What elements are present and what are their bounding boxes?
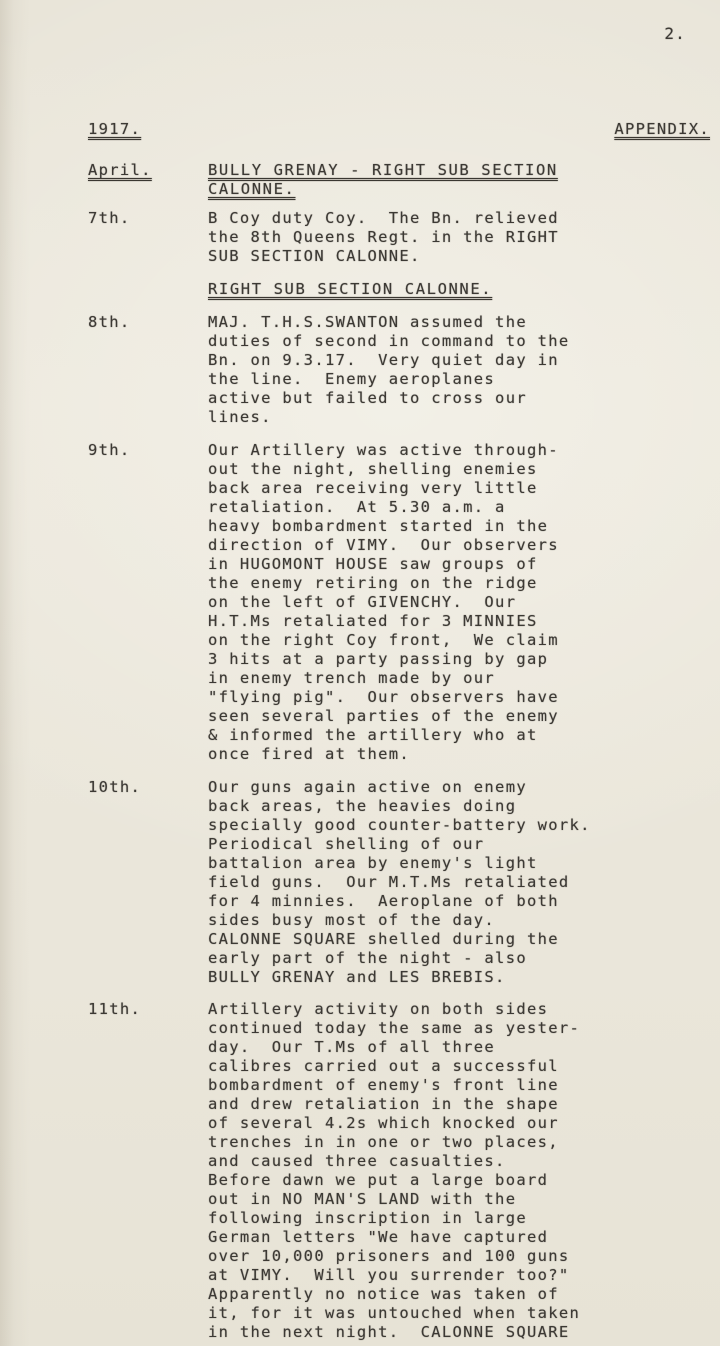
entry-date-10th: 10th. (88, 778, 142, 796)
page-number: 2. (664, 24, 686, 43)
entry-row-8th (88, 313, 710, 427)
entry-text-11th: Artillery activity on both sides continued today the same as yester- day. Our T.Ms of all three calibres carried out a successful bombardment of enemy's front line and drew retaliation in the shape of several 4.2s which knocked our trenches in in one or two places, and caused three casualties. Before dawn we put a large board out in NO MAN'S LAND with the following inscription in large German letters "We have captured over 10,000 prisoners and 100 guns at VIMY. Will you surrender too?" Apparently no notice was taken of it, for it was untouched when taken in the next night. CALONNE SQUARE (208, 1000, 581, 1341)
entry-date-11th: 11th. (88, 1000, 142, 1018)
entry-date-7th: 7th. (88, 209, 131, 227)
appendix-label: APPENDIX. (614, 120, 710, 138)
entry-text-7th: B Coy duty Coy. The Bn. relieved the 8th Queens Regt. in the RIGHT SUB SECTION CALONNE. (208, 209, 559, 265)
entry-row-7th (88, 209, 710, 266)
entry-text-9th: Our Artillery was active through- out the night, shelling enemies back area receiving very little retaliation. At 5.30 a.m. a heavy bombardment started in the direction of VIMY. Our observers in HUGOMONT HOUSE saw groups of the enemy retiring on the ridge on the left of GIVENCHY. Our H.T.Ms retaliated for 3 MINNIES on the right Coy front, We claim 3 hits at a party passing by gap in enemy trench made by our "flying pig". Our observers have seen several parties of the enemy & informed the artillery who at once fired at them. (208, 441, 559, 763)
section-heading-main: BULLY GRENAY - RIGHT SUB SECTION CALONNE. (208, 161, 558, 198)
subheading-row (88, 280, 710, 299)
entry-text-8th: MAJ. T.H.S.SWANTON assumed the duties of second in command to the Bn. on 9.3.17. Very quiet day in the line. Enemy aeroplanes active but failed to cross our lines. (208, 313, 570, 426)
entry-date-9th: 9th. (88, 441, 131, 459)
diary-content (88, 120, 710, 1342)
header-row (88, 120, 710, 139)
entry-row-10th (88, 778, 710, 987)
entry-row-11th (88, 1000, 710, 1342)
entry-text-10th: Our guns again active on enemy back areas, the heavies doing specially good counter-battery work. Periodical shelling of our battalion area by enemy's light field guns. Our M.T.Ms retaliated for 4 minnies. Aeroplane of both sides busy most of the day. CALONNE SQUARE shelled during the early part of the night - also BULLY GRENAY and LES BREBIS. (208, 778, 591, 986)
entry-row-9th (88, 441, 710, 764)
entry-date-april: April. (88, 161, 152, 179)
section-heading-sub: RIGHT SUB SECTION CALONNE. (208, 280, 493, 298)
year-label: 1917. (88, 120, 142, 138)
entry-date-8th: 8th. (88, 313, 131, 331)
entry-row-april (88, 161, 710, 199)
